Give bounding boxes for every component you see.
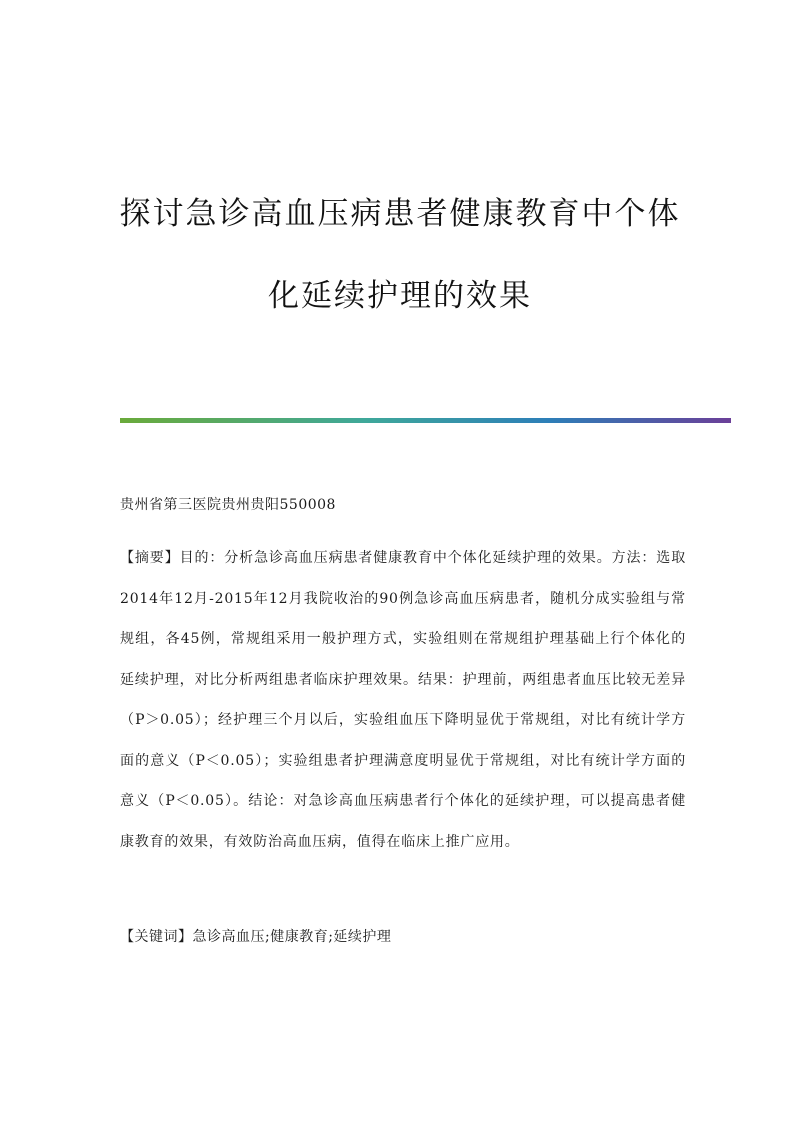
abstract-label: 【摘要】	[120, 550, 180, 566]
author-affiliation: 贵州省第三医院贵州贵阳550008	[120, 497, 336, 513]
keywords-text: 急诊高血压;健康教育;延续护理	[192, 929, 392, 945]
document-title-line-1: 探讨急诊高血压病患者健康教育中个体	[119, 196, 681, 232]
keywords-label: 【关键词】	[120, 929, 193, 945]
abstract-text: 目的：分析急诊高血压病患者健康教育中个体化延续护理的效果。方法：选取2014年12月-2015年12月我院收治的90例急诊高血压病患者，随机分成实验组与常规组，各45例，常规组采用一般护理方式，实验组则在常规组护理基础上行个体化的延续护理，对比分析两组患者临床护理效果。结果：护理前，两组患者血压比较无差异（P＞0.05）；经护理三个月以后，实验组血压下降明显优于常规组，对比有统计学方面的意义（P＜0.05）；实验组患者护理满意度明显优于常规组，对比有统计学方面的意义（P＜0.05）。结论：对急诊高血压病患者行个体化的延续护理，可以提高患者健康教育的效果，有效防治高血压病，值得在临床上推广应用。	[120, 550, 686, 850]
title-divider	[120, 418, 731, 423]
abstract-paragraph	[120, 538, 686, 862]
keywords-line	[120, 926, 391, 946]
document-title-line-2: 化延续护理的效果	[268, 278, 532, 314]
